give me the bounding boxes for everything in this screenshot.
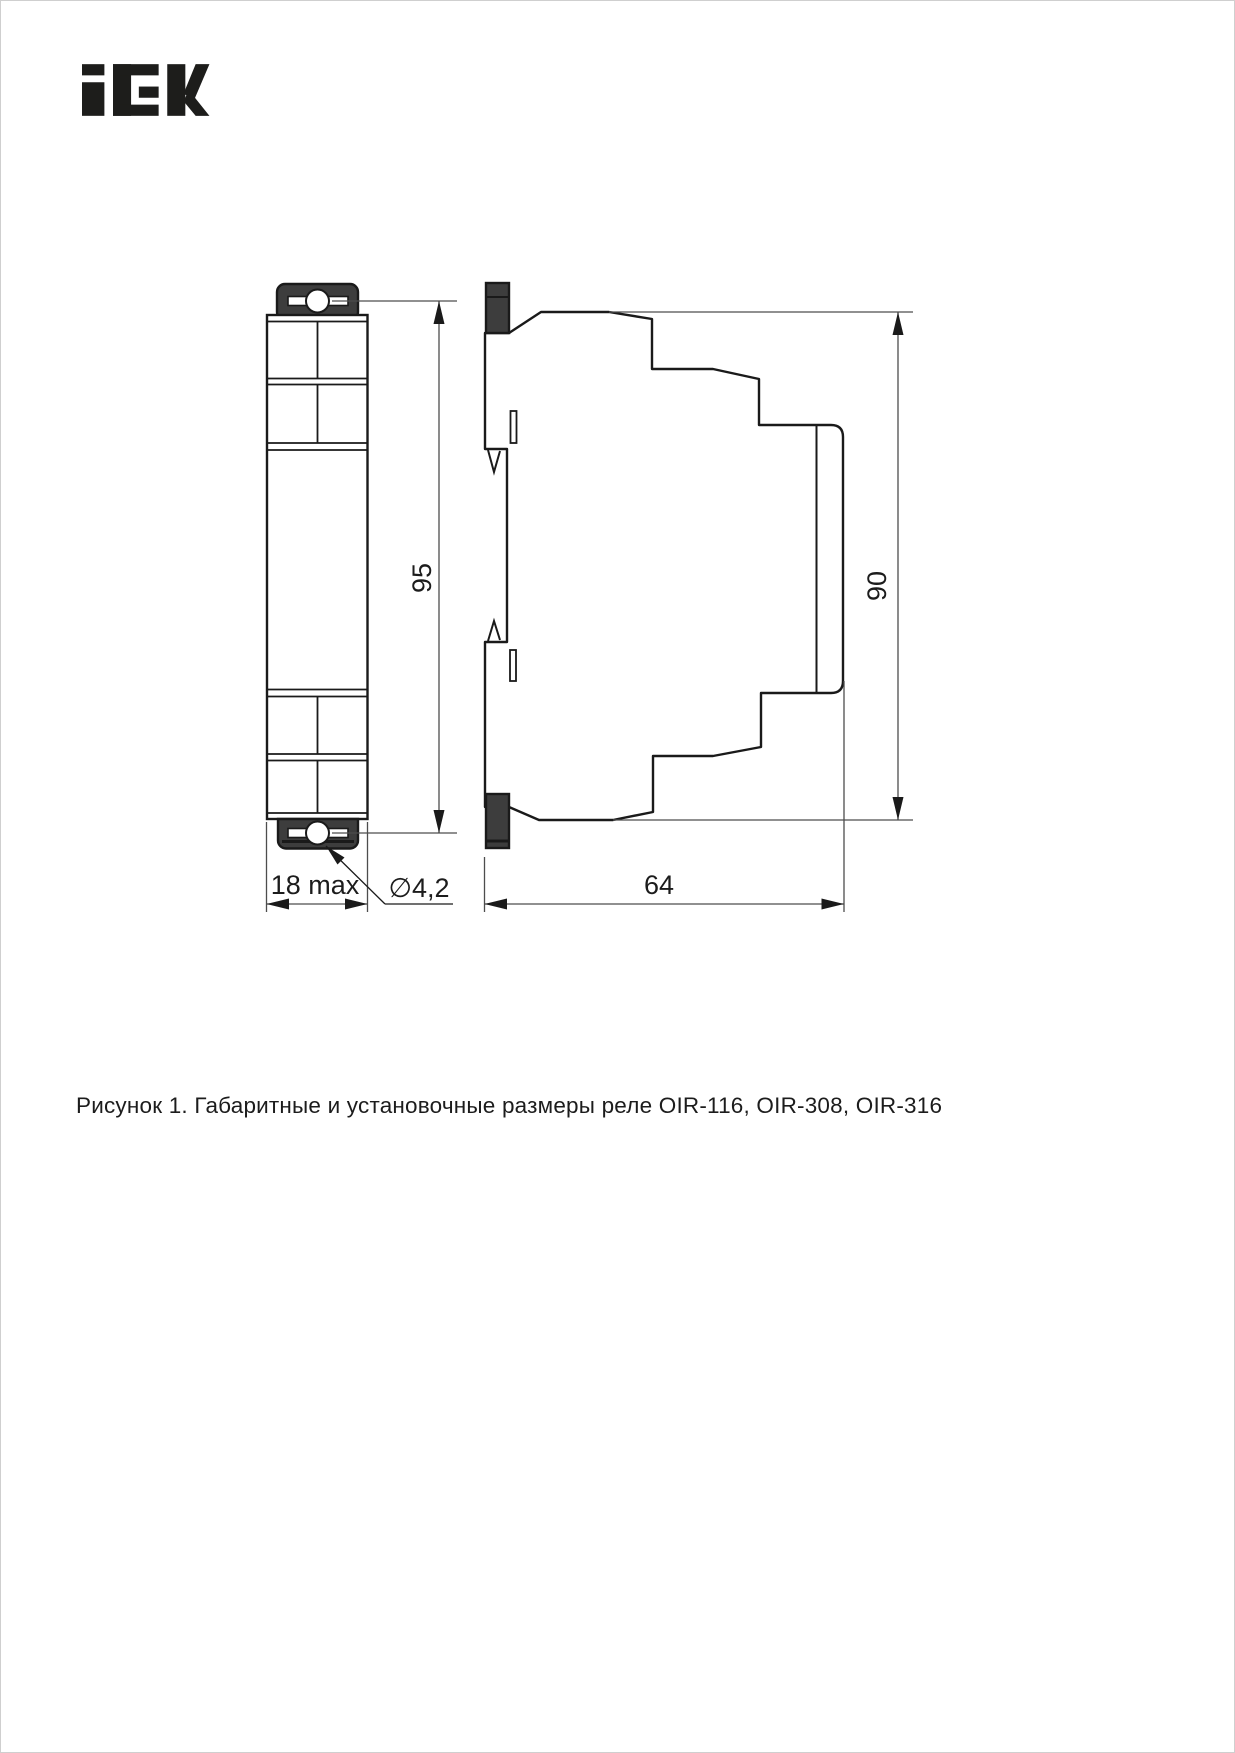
arrow-down-95 bbox=[434, 810, 445, 833]
front-bottom-mounting-hole bbox=[306, 822, 329, 845]
side-top-mounting-tab bbox=[486, 283, 509, 333]
dim-label-64: 64 bbox=[643, 870, 675, 900]
arrow-up-90 bbox=[893, 312, 904, 335]
side-view bbox=[485, 283, 843, 848]
dimension-front-height bbox=[407, 301, 444, 833]
side-body-profile bbox=[485, 312, 843, 820]
dim-label-hole-diameter: ∅4,2 bbox=[388, 873, 450, 903]
front-top-mounting-hole bbox=[306, 290, 329, 313]
din-rail-teeth bbox=[488, 450, 500, 641]
arrow-down-90 bbox=[893, 797, 904, 820]
arrow-up-95 bbox=[434, 301, 445, 324]
dim-label-95: 95 bbox=[407, 562, 438, 594]
dim-label-90: 90 bbox=[862, 570, 893, 602]
arrow-right-18 bbox=[345, 899, 368, 910]
dim-label-18max: 18 max bbox=[270, 870, 360, 900]
arrow-left-64 bbox=[485, 899, 508, 910]
figure-caption: Рисунок 1. Габаритные и установочные размеры реле OIR-116, OIR-308, OIR-316 bbox=[76, 1093, 943, 1118]
technical-drawing bbox=[1, 1, 1235, 1001]
side-lower-slot bbox=[510, 650, 516, 681]
side-upper-slot bbox=[511, 411, 517, 443]
arrow-left-18 bbox=[267, 899, 290, 910]
arrow-right-64 bbox=[822, 899, 845, 910]
